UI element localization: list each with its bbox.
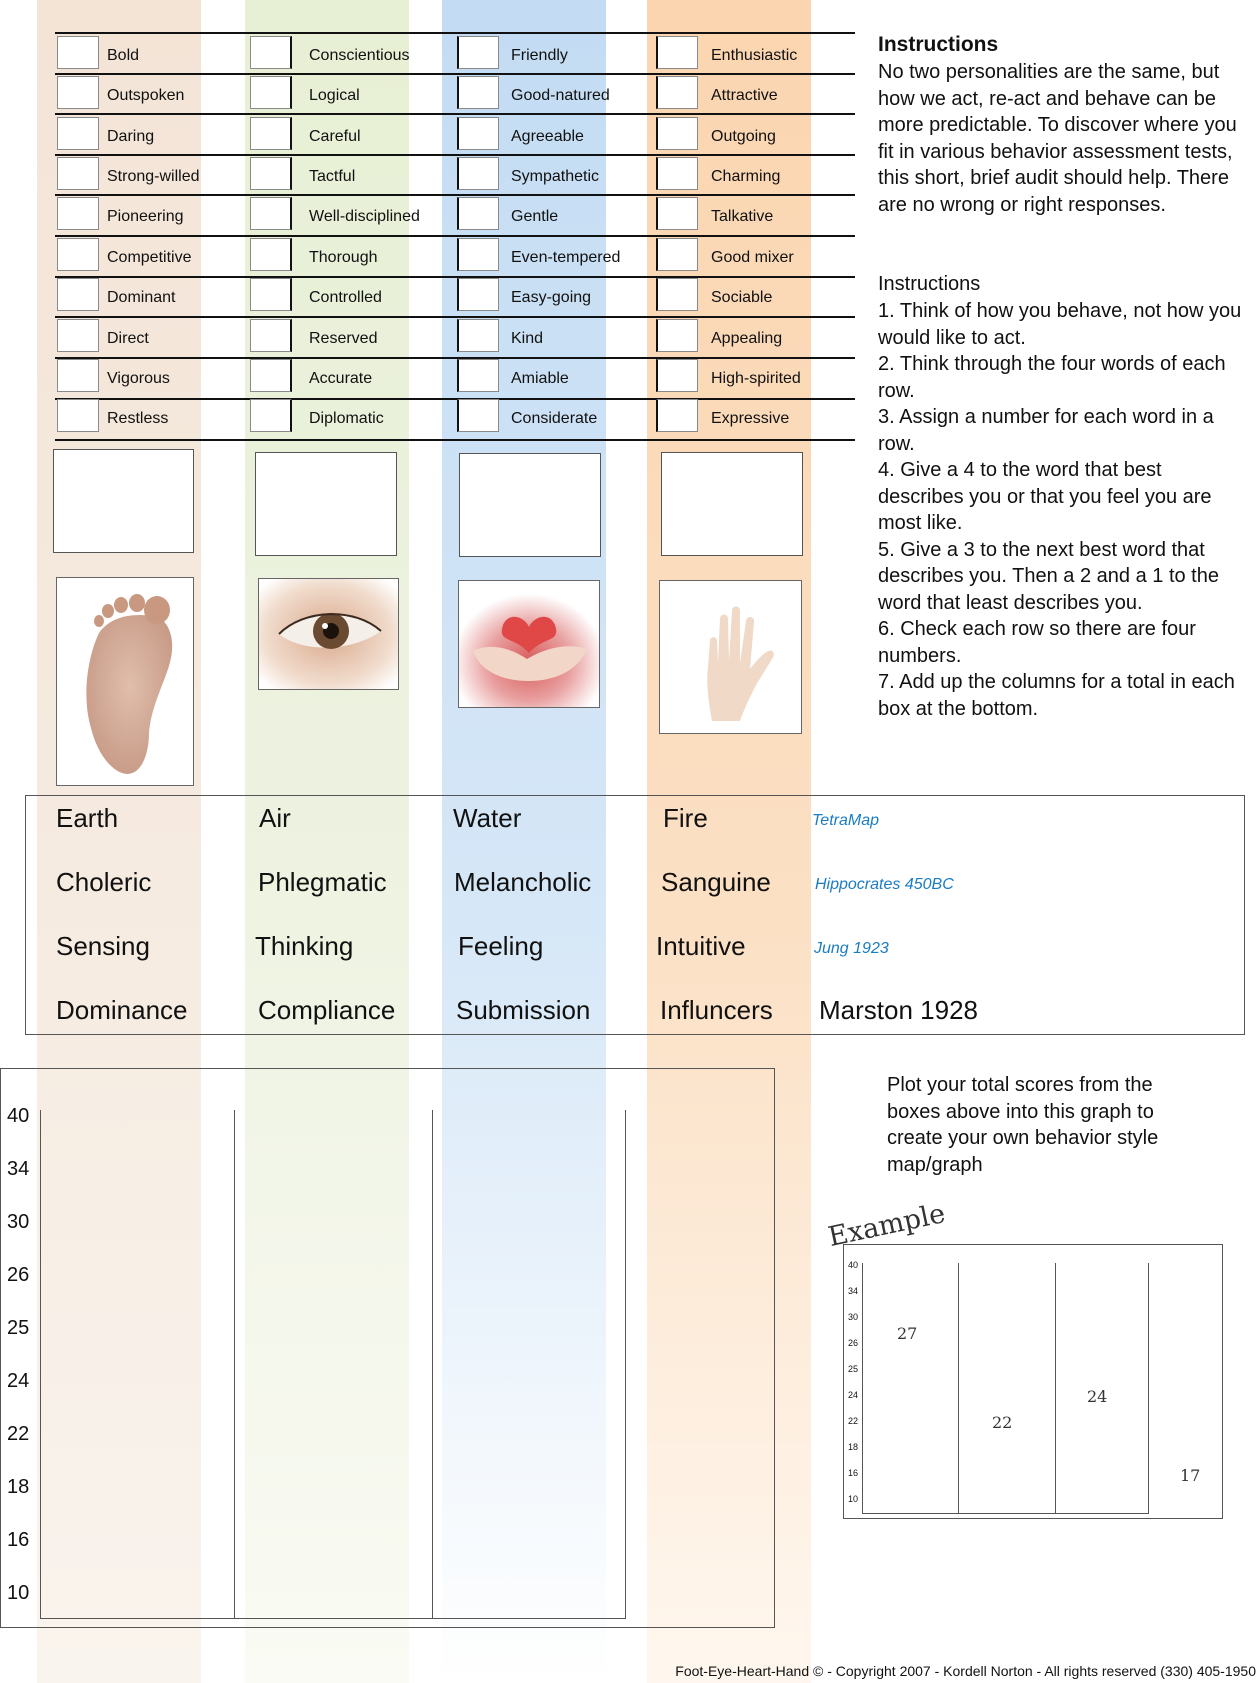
trait-word: Logical — [309, 87, 360, 104]
score-input[interactable] — [250, 76, 292, 109]
score-input[interactable] — [656, 36, 698, 69]
score-graph[interactable] — [0, 1068, 775, 1628]
score-input[interactable] — [57, 359, 99, 392]
graph-divider — [234, 1110, 235, 1618]
graph-y-tick: 25 — [7, 1317, 30, 1339]
graph-y-tick: 24 — [7, 1370, 30, 1392]
trait-word: Sociable — [711, 289, 773, 306]
trait-word: Controlled — [309, 289, 382, 306]
instruction-step: 3. Assign a number for each word in a row. — [878, 406, 1214, 455]
instruction-step: 1. Think of how you behave, not how you would like to act. — [878, 300, 1242, 349]
trait-word: Conscientious — [309, 47, 410, 64]
example-divider — [1148, 1263, 1149, 1513]
example-label: Example — [825, 1198, 948, 1253]
graph-y-tick: 40 — [7, 1105, 30, 1127]
trait-word: Careful — [309, 128, 361, 145]
trait-word: Sympathetic — [511, 168, 600, 185]
temperament-sanguine: Sanguine — [661, 867, 771, 897]
graph-y-tick: 16 — [7, 1529, 30, 1551]
trait-word: Charming — [711, 168, 781, 185]
score-input[interactable] — [656, 117, 698, 150]
example-y-tick: 40 — [848, 1260, 859, 1270]
marston-submission: Submission — [456, 995, 591, 1025]
row-divider — [55, 235, 855, 237]
row-divider — [55, 154, 855, 156]
jung-feeling: Feeling — [458, 931, 544, 961]
trait-word: Good-natured — [511, 87, 610, 104]
eye-icon — [258, 578, 399, 690]
temperament-choleric: Choleric — [56, 867, 152, 897]
example-value: 27 — [897, 1324, 918, 1343]
score-input[interactable] — [457, 197, 499, 230]
total-box-earth[interactable] — [53, 449, 194, 553]
score-input[interactable] — [57, 238, 99, 271]
trait-word: Bold — [107, 47, 140, 64]
jung-sensing: Sensing — [56, 931, 150, 961]
trait-word: Considerate — [511, 410, 598, 427]
trait-word: Vigorous — [107, 370, 170, 387]
source-tetramap: TetraMap — [812, 812, 879, 829]
score-input[interactable] — [57, 197, 99, 230]
open-hand-icon — [659, 580, 802, 734]
instruction-step: 6. Check each row so there are four numbers. — [878, 618, 1196, 667]
example-value: 17 — [1180, 1466, 1201, 1485]
score-input[interactable] — [656, 399, 698, 432]
trait-word: Restless — [107, 410, 169, 427]
instruction-step: 4. Give a 4 to the word that best describes you or that you feel you are most like. — [878, 459, 1212, 534]
instruction-step: 7. Add up the columns for a total in each box at the bottom. — [878, 671, 1235, 720]
instructions-title: Instructions — [878, 33, 999, 56]
copyright-footer: Foot-Eye-Heart-Hand © - Copyright 2007 - Kordell Norton - All rights reserved (330) 405-1950 — [675, 1663, 1256, 1679]
trait-word: Competitive — [107, 249, 192, 266]
score-input[interactable] — [656, 359, 698, 392]
total-box-air[interactable] — [255, 452, 397, 556]
score-input[interactable] — [250, 157, 292, 190]
example-y-tick: 25 — [848, 1364, 859, 1374]
score-input[interactable] — [250, 359, 292, 392]
example-value: 24 — [1087, 1387, 1108, 1406]
trait-word: Kind — [511, 330, 544, 347]
trait-word: Reserved — [309, 330, 378, 347]
source-hippocrates: Hippocrates 450BC — [815, 876, 954, 893]
trait-word: Direct — [107, 330, 149, 347]
trait-word: Pioneering — [107, 208, 184, 225]
example-y-tick: 24 — [848, 1390, 859, 1400]
graph-y-tick: 34 — [7, 1158, 30, 1180]
score-input[interactable] — [457, 238, 499, 271]
score-input[interactable] — [57, 117, 99, 150]
graph-divider — [625, 1110, 626, 1618]
graph-divider — [432, 1110, 433, 1618]
graph-y-tick: 30 — [7, 1211, 30, 1233]
trait-word: Talkative — [711, 208, 774, 225]
score-input[interactable] — [656, 197, 698, 230]
instruction-step: 2. Think through the four words of each row. — [878, 353, 1226, 402]
example-y-tick: 26 — [848, 1338, 859, 1348]
score-input[interactable] — [457, 399, 499, 432]
graph-axis — [40, 1110, 41, 1618]
instructions-intro: No two personalities are the same, but how we act, re-act and behave can be more predictable. To discover where you fit in various behavior assessment tests, this short, brief audit should help. There are no wrong or right responses. — [878, 61, 1237, 216]
graph-y-tick: 26 — [7, 1264, 30, 1286]
example-y-tick: 30 — [848, 1312, 859, 1322]
trait-word: Even-tempered — [511, 249, 621, 266]
trait-word: Enthusiastic — [711, 47, 798, 64]
marston-influncers: Influncers — [660, 995, 773, 1025]
graph-y-tick: 10 — [7, 1582, 30, 1604]
score-input[interactable] — [457, 117, 499, 150]
score-input[interactable] — [57, 157, 99, 190]
trait-word: Expressive — [711, 410, 790, 427]
graph-y-tick: 22 — [7, 1423, 30, 1445]
instruction-step: 5. Give a 3 to the next best word that describes you. Then a 2 and a 1 to the word that least describes you. — [878, 538, 1219, 614]
temperament-phlegmatic: Phlegmatic — [258, 867, 387, 897]
trait-word: Tactful — [309, 168, 356, 185]
trait-word: Appealing — [711, 330, 783, 347]
score-input[interactable] — [457, 278, 499, 311]
row-divider — [55, 194, 855, 196]
row-divider — [55, 276, 855, 278]
score-input[interactable] — [656, 238, 698, 271]
trait-word: Well-disciplined — [309, 208, 420, 225]
source-marston: Marston 1928 — [819, 995, 978, 1025]
trait-word: Easy-going — [511, 289, 592, 306]
example-y-tick: 18 — [848, 1442, 859, 1452]
jung-thinking: Thinking — [255, 931, 354, 961]
marston-dominance: Dominance — [56, 995, 188, 1025]
score-input[interactable] — [57, 36, 99, 69]
trait-word: Diplomatic — [309, 410, 384, 427]
trait-word: Outspoken — [107, 87, 185, 104]
total-box-fire[interactable] — [661, 452, 803, 556]
example-y-tick: 10 — [848, 1494, 859, 1504]
score-input[interactable] — [250, 238, 292, 271]
score-input[interactable] — [57, 319, 99, 352]
foot-icon — [56, 577, 194, 786]
trait-word: Gentle — [511, 208, 559, 225]
element-earth: Earth — [56, 803, 119, 833]
score-input[interactable] — [250, 36, 292, 69]
trait-word: Daring — [107, 128, 155, 145]
trait-word: Dominant — [107, 289, 176, 306]
score-input[interactable] — [457, 36, 499, 69]
score-input[interactable] — [656, 76, 698, 109]
element-fire: Fire — [663, 803, 708, 833]
trait-word: Outgoing — [711, 128, 776, 145]
row-divider — [55, 32, 855, 34]
score-input[interactable] — [57, 76, 99, 109]
total-box-water[interactable] — [459, 453, 601, 557]
trait-word: Attractive — [711, 87, 778, 104]
example-baseline — [862, 1513, 1149, 1514]
row-divider — [55, 439, 855, 441]
trait-word: High-spirited — [711, 370, 801, 387]
source-jung: Jung 1923 — [814, 940, 889, 957]
score-input[interactable] — [57, 399, 99, 432]
row-divider — [55, 357, 855, 359]
score-input[interactable] — [656, 157, 698, 190]
row-divider — [55, 316, 855, 318]
marston-compliance: Compliance — [258, 995, 396, 1025]
example-y-tick: 34 — [848, 1286, 859, 1296]
row-divider — [55, 73, 855, 75]
temperament-melancholic: Melancholic — [454, 867, 592, 897]
score-input[interactable] — [250, 319, 292, 352]
jung-intuitive: Intuitive — [656, 931, 746, 961]
models-box — [25, 795, 1245, 1035]
score-input[interactable] — [250, 197, 292, 230]
trait-word: Strong-willed — [107, 168, 200, 185]
instructions-subtitle: Instructions — [878, 273, 981, 295]
row-divider — [55, 398, 855, 400]
score-input[interactable] — [250, 278, 292, 311]
trait-word: Amiable — [511, 370, 569, 387]
heart-in-hands-icon — [458, 580, 600, 708]
plot-instructions: Plot your total scores from the boxes above into this graph to create your own behavior style map/graph — [887, 1074, 1159, 1176]
row-divider — [55, 113, 855, 115]
trait-word: Good mixer — [711, 249, 794, 266]
example-value: 22 — [992, 1413, 1013, 1432]
example-graph — [843, 1244, 1223, 1519]
example-y-tick: 16 — [848, 1468, 859, 1478]
trait-word: Friendly — [511, 47, 568, 64]
graph-y-tick: 18 — [7, 1476, 30, 1498]
trait-word: Thorough — [309, 249, 378, 266]
example-axis — [862, 1263, 863, 1513]
score-input[interactable] — [457, 319, 499, 352]
example-divider — [958, 1263, 959, 1513]
score-input[interactable] — [457, 359, 499, 392]
score-input[interactable] — [656, 319, 698, 352]
score-input[interactable] — [250, 399, 292, 432]
score-input[interactable] — [57, 278, 99, 311]
element-water: Water — [453, 803, 522, 833]
score-input[interactable] — [457, 157, 499, 190]
instructions-steps — [878, 298, 1250, 722]
example-divider — [1055, 1263, 1056, 1513]
score-input[interactable] — [250, 117, 292, 150]
trait-word: Agreeable — [511, 128, 584, 145]
graph-baseline — [40, 1618, 626, 1619]
trait-word: Accurate — [309, 370, 373, 387]
element-air: Air — [259, 803, 291, 833]
example-y-tick: 22 — [848, 1416, 859, 1426]
score-input[interactable] — [457, 76, 499, 109]
score-input[interactable] — [656, 278, 698, 311]
